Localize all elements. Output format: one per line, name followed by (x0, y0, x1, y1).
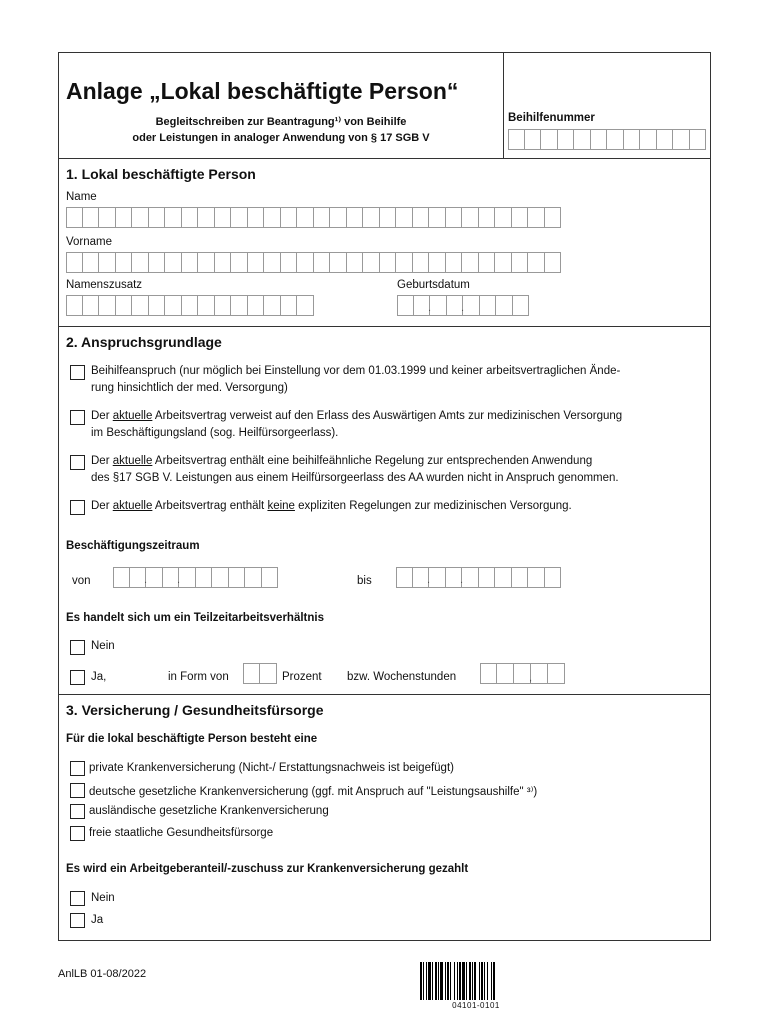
char-box[interactable] (480, 295, 497, 316)
anspruch-heilfuersorge-checkbox[interactable] (70, 410, 85, 425)
char-box[interactable] (462, 207, 479, 228)
option-text: expliziten Regelungen zur medizinischen Versorgung. (294, 500, 572, 512)
option-text: Der (91, 500, 113, 512)
char-box[interactable] (215, 207, 232, 228)
char-box[interactable] (528, 207, 545, 228)
char-box[interactable] (113, 567, 130, 588)
char-box[interactable] (314, 207, 331, 228)
char-box[interactable] (462, 252, 479, 273)
char-box[interactable] (574, 129, 591, 150)
option-line-2: im Beschäftigungsland (sog. Heilfürsorgeerlass). (91, 427, 339, 439)
section3-rule (58, 694, 711, 695)
char-box[interactable] (99, 252, 116, 273)
form-subtitle (66, 114, 496, 146)
char-box[interactable] (545, 567, 562, 588)
char-box[interactable] (132, 295, 149, 316)
char-box[interactable] (330, 252, 347, 273)
char-box[interactable] (231, 207, 248, 228)
section2-rule (58, 326, 711, 327)
prozent-input[interactable] (243, 663, 277, 684)
char-box[interactable] (179, 567, 196, 588)
char-box[interactable] (479, 252, 496, 273)
char-box[interactable] (347, 252, 364, 273)
char-box[interactable] (531, 663, 548, 684)
char-box[interactable] (297, 295, 314, 316)
char-box[interactable] (363, 252, 380, 273)
von-date-input[interactable] (113, 567, 278, 588)
char-box[interactable] (607, 129, 624, 150)
char-box[interactable] (396, 567, 413, 588)
auslaendische-kv-checkbox[interactable] (70, 804, 85, 819)
von-label: von (72, 575, 91, 587)
gesetzliche-kv-label: deutsche gesetzliche Krankenversicherung (ggf. mit Anspruch auf "Leistungsaushilfe" ³⁾) (89, 786, 538, 798)
char-box[interactable] (146, 567, 163, 588)
char-box[interactable] (396, 207, 413, 228)
wochenstunden-label: bzw. Wochenstunden (347, 671, 457, 683)
char-box[interactable] (479, 207, 496, 228)
char-box[interactable] (245, 567, 262, 588)
char-box[interactable] (545, 252, 562, 273)
option-text: Arbeitsvertrag verweist auf den Erlass des Auswärtigen Amts zur medizinischen Versorgung (152, 410, 623, 422)
char-box[interactable] (495, 207, 512, 228)
char-box[interactable] (212, 567, 229, 588)
option-underlined: aktuelle (112, 410, 153, 422)
char-box[interactable] (330, 207, 347, 228)
section1-heading: 1. Lokal beschäftigte Person (66, 166, 256, 182)
beschaeftigungszeitraum-heading: Beschäftigungszeitraum (66, 540, 200, 552)
bis-date-input[interactable] (396, 567, 561, 588)
char-box[interactable] (430, 295, 447, 316)
teilzeit-ja-label: Ja, (91, 671, 107, 683)
wochenstunden-input[interactable] (480, 663, 565, 684)
char-box[interactable] (512, 252, 529, 273)
section2-heading: 2. Anspruchsgrundlage (66, 334, 222, 350)
anspruch-heilfuersorge-text (91, 408, 701, 442)
char-box[interactable] (380, 207, 397, 228)
char-box[interactable] (396, 252, 413, 273)
char-box[interactable] (497, 663, 514, 684)
char-box[interactable] (446, 252, 463, 273)
zuschuss-ja-checkbox[interactable] (70, 913, 85, 928)
char-box[interactable] (429, 567, 446, 588)
vorname-input[interactable] (66, 252, 561, 273)
teilzeit-nein-checkbox[interactable] (70, 640, 85, 655)
char-box[interactable] (215, 295, 232, 316)
char-box[interactable] (165, 207, 182, 228)
form-title: Anlage „Lokal beschäftigte Person“ (66, 78, 459, 104)
char-box[interactable] (248, 252, 265, 273)
char-box[interactable] (198, 295, 215, 316)
char-box[interactable] (66, 207, 83, 228)
anspruch-keine-text (91, 498, 701, 515)
bis-label: bis (357, 575, 372, 587)
char-box[interactable] (243, 663, 260, 684)
char-box[interactable] (463, 295, 480, 316)
anspruch-beihilfe-checkbox[interactable] (70, 365, 85, 380)
char-box[interactable] (99, 295, 116, 316)
char-box[interactable] (297, 207, 314, 228)
staatliche-fuersorge-label: freie staatliche Gesundheitsfürsorge (89, 827, 274, 839)
char-box[interactable] (297, 252, 314, 273)
char-box[interactable] (182, 295, 199, 316)
char-box[interactable] (132, 252, 149, 273)
anspruch-beihilfe-line-1: Beihilfeanspruch (nur möglich bei Einstellung vor dem 01.03.1999 und keiner arbeitsvertraglichen Ände- (91, 365, 621, 377)
char-box[interactable] (347, 207, 364, 228)
prozent-label: Prozent (282, 671, 322, 683)
char-box[interactable] (495, 567, 512, 588)
char-box[interactable] (496, 295, 513, 316)
anspruch-sgb-text (91, 453, 701, 487)
char-box[interactable] (132, 207, 149, 228)
char-box[interactable] (541, 129, 558, 150)
char-box[interactable] (413, 207, 430, 228)
char-box[interactable] (116, 207, 133, 228)
char-box[interactable] (545, 207, 562, 228)
char-box[interactable] (624, 129, 641, 150)
char-box[interactable] (260, 663, 277, 684)
zuschuss-nein-checkbox[interactable] (70, 891, 85, 906)
auslaendische-kv-label: ausländische gesetzliche Krankenversicherung (89, 805, 329, 817)
char-box[interactable] (413, 252, 430, 273)
char-box[interactable] (525, 129, 542, 150)
char-box[interactable] (480, 663, 497, 684)
section1-rule (58, 158, 711, 159)
char-box[interactable] (640, 129, 657, 150)
zuschuss-nein-label: Nein (91, 892, 115, 904)
name-input[interactable] (66, 207, 561, 228)
option-text: Arbeitsvertrag enthält eine beihilfeähnliche Regelung zur entsprechenden Anwendung (152, 455, 593, 467)
char-box[interactable] (182, 207, 199, 228)
char-box[interactable] (429, 252, 446, 273)
char-box[interactable] (528, 567, 545, 588)
char-box[interactable] (83, 295, 100, 316)
char-box[interactable] (116, 252, 133, 273)
char-box[interactable] (149, 295, 166, 316)
char-box[interactable] (479, 567, 496, 588)
beihilfenummer-input[interactable] (508, 129, 706, 150)
char-box[interactable] (149, 207, 166, 228)
char-box[interactable] (513, 295, 530, 316)
char-box[interactable] (281, 295, 298, 316)
geburtsdatum-input[interactable] (397, 295, 529, 316)
char-box[interactable] (591, 129, 608, 150)
anspruch-beihilfe-line-2: rung hinsichtlich der med. Versorgung) (91, 382, 288, 394)
section3-heading: 3. Versicherung / Gesundheitsfürsorge (66, 702, 324, 718)
char-box[interactable] (657, 129, 674, 150)
option-text: Arbeitsvertrag enthält (152, 500, 268, 512)
teilzeit-ja-checkbox[interactable] (70, 670, 85, 685)
char-box[interactable] (198, 207, 215, 228)
anspruch-keine-checkbox[interactable] (70, 500, 85, 515)
option-line-2: des §17 SGB V. Leistungen aus einem Heilfürsorgeerlass des AA wurden nicht in Anspruch genommen. (91, 472, 619, 484)
char-box[interactable] (196, 567, 213, 588)
char-box[interactable] (248, 207, 265, 228)
char-box[interactable] (558, 129, 575, 150)
char-box[interactable] (165, 295, 182, 316)
header-divider (503, 52, 504, 158)
char-box[interactable] (262, 567, 279, 588)
zuschuss-ja-label: Ja (91, 914, 104, 926)
private-kv-label: private Krankenversicherung (Nicht-/ Erstattungsnachweis ist beigefügt) (89, 762, 454, 774)
char-box[interactable] (281, 252, 298, 273)
barcode-gap (495, 962, 496, 1000)
option-underlined: aktuelle (112, 455, 153, 467)
char-box[interactable] (182, 252, 199, 273)
option-text: Der (91, 455, 113, 467)
char-box[interactable] (83, 207, 100, 228)
teilzeit-nein-label: Nein (91, 640, 115, 652)
char-box[interactable] (264, 207, 281, 228)
char-box[interactable] (508, 129, 525, 150)
char-box[interactable] (198, 252, 215, 273)
option-underlined: keine (267, 500, 295, 512)
char-box[interactable] (495, 252, 512, 273)
vorname-label: Vorname (66, 236, 113, 248)
anspruch-sgb-checkbox[interactable] (70, 455, 85, 470)
char-box[interactable] (248, 295, 265, 316)
char-box[interactable] (215, 252, 232, 273)
char-box[interactable] (66, 252, 83, 273)
char-box[interactable] (314, 252, 331, 273)
char-box[interactable] (512, 207, 529, 228)
char-box[interactable] (116, 295, 133, 316)
namenszusatz-label: Namenszusatz (66, 279, 143, 291)
beihilfenummer-label: Beihilfenummer (508, 112, 595, 124)
char-box[interactable] (264, 252, 281, 273)
char-box[interactable] (380, 252, 397, 273)
option-text: Der (91, 410, 113, 422)
private-kv-checkbox[interactable] (70, 761, 85, 776)
char-box[interactable] (229, 567, 246, 588)
staatliche-fuersorge-checkbox[interactable] (70, 826, 85, 841)
zuschuss-heading: Es wird ein Arbeitgeberanteil/-zuschuss zur Krankenversicherung gezahlt (66, 863, 469, 875)
char-box[interactable] (397, 295, 414, 316)
gesetzliche-kv-checkbox[interactable] (70, 783, 85, 798)
name-label: Name (66, 191, 97, 203)
char-box[interactable] (462, 567, 479, 588)
besteht-heading: Für die lokal beschäftigte Person besteht eine (66, 733, 318, 745)
geburtsdatum-label: Geburtsdatum (397, 279, 470, 291)
char-box[interactable] (363, 207, 380, 228)
char-box[interactable] (83, 252, 100, 273)
teilzeit-heading: Es handelt sich um ein Teilzeitarbeitsverhältnis (66, 612, 324, 624)
option-underlined: aktuelle (112, 500, 153, 512)
char-box[interactable] (264, 295, 281, 316)
form-code: AnlLB 01-08/2022 (58, 968, 147, 980)
char-box[interactable] (149, 252, 166, 273)
namenszusatz-input[interactable] (66, 295, 314, 316)
char-box[interactable] (673, 129, 690, 150)
char-box[interactable] (429, 207, 446, 228)
subtitle-line-1: Begleitschreiben zur Beantragung¹⁾ von Beihilfe (155, 116, 407, 128)
char-box[interactable] (690, 129, 707, 150)
barcode-icon (420, 962, 532, 1000)
char-box[interactable] (66, 295, 83, 316)
char-box[interactable] (231, 295, 248, 316)
char-box[interactable] (281, 207, 298, 228)
char-box[interactable] (165, 252, 182, 273)
barcode-number: 04101-0101 (452, 1001, 500, 1010)
in-form-von-label: in Form von (168, 671, 229, 683)
subtitle-line-2: oder Leistungen in analoger Anwendung von § 17 SGB V (132, 132, 430, 144)
char-box[interactable] (446, 207, 463, 228)
char-box[interactable] (512, 567, 529, 588)
char-box[interactable] (99, 207, 116, 228)
char-box[interactable] (528, 252, 545, 273)
char-box[interactable] (548, 663, 565, 684)
anspruch-beihilfe-text (91, 363, 701, 397)
char-box[interactable] (231, 252, 248, 273)
